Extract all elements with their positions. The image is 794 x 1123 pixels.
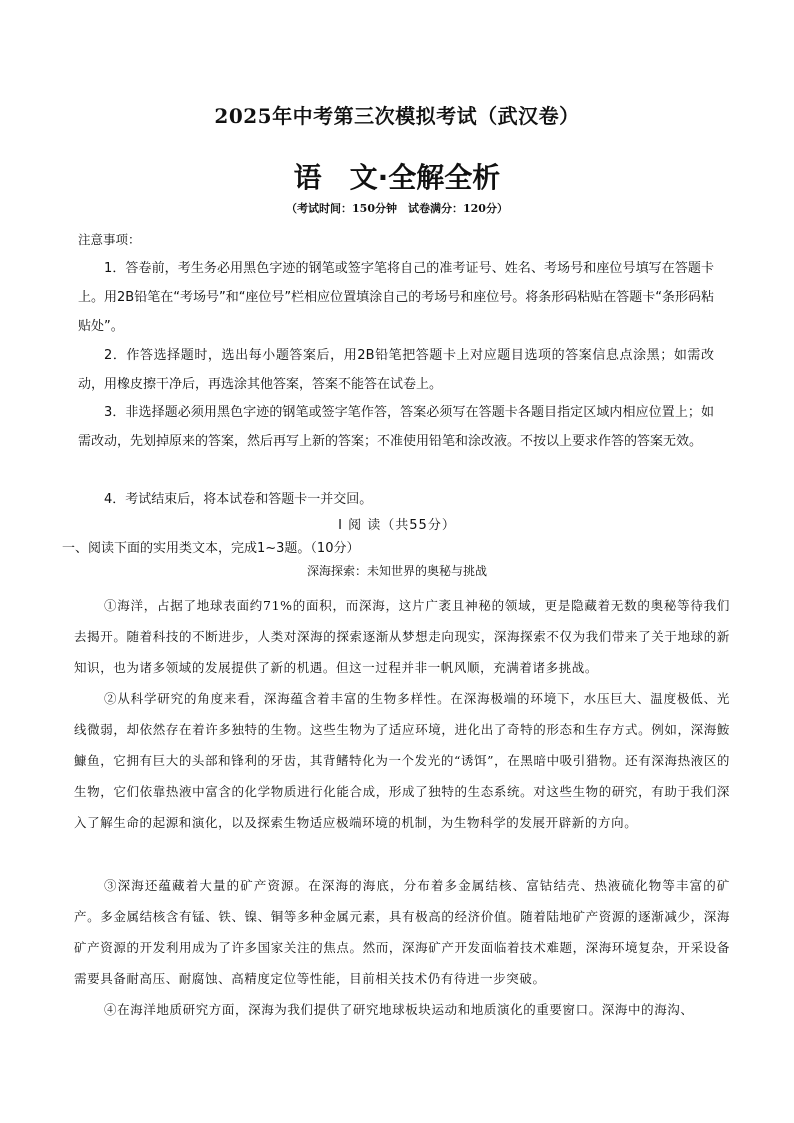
exam-info: （考试时间：150分钟 试卷满分：120分） <box>286 202 508 215</box>
article-paragraph: ②从科学研究的角度来看，深海蕴含着丰富的生物多样性。在深海极端的环境下，水压巨大、温度极低、光线微弱，却依然存在着许多独特的生物。这些生物为了适应环境，进化出了奇特的形态和生存方式。例如，深海鮟鱇鱼，它拥有巨大的头部和锋利的牙齿，其背鳍特化为一个发光的“诱饵”，在黑暗中吸引猎物。还有深海热液区的生物，它们依靠热液中富含的化学物质进行化能合成，形成了独特的生态系统。对这些生物的研究，有助于我们深入了解生命的起源和演化，以及探索生物适应极端环境的机制，为生物科学的发展开辟新的方向。 <box>74 691 730 830</box>
notice-item: 3．非选择题必须用黑色字迹的钢笔或签字笔作答，答案必须写在答题卡各题目指定区域内相应位置上；如需改动，先划掉原来的答案，然后再写上新的答案；不准使用铅笔和涂改液。不按以上要求作答的答案无效。 <box>78 405 714 449</box>
exam-title: 2025年中考第三次模拟考试（武汉卷） <box>214 104 580 128</box>
article-paragraph: ④在海洋地质研究方面，深海为我们提供了研究地球板块运动和地质演化的重要窗口。深海中的海沟、 <box>104 1002 694 1017</box>
article-paragraph: ①海洋，占据了地球表面约71%的面积，而深海，这片广袤且神秘的领域，更是隐藏着无数的奥秘等待我们去揭开。随着科技的不断进步，人类对深海的探索逐渐从梦想走向现实，深海探索不仅为我们带来了关于地球的新知识，也为诸多领域的发展提供了新的机遇。但这一过程并非一帆风顺，充满着诸多挑战。 <box>74 598 730 675</box>
notice-item: 2．作答选择题时，选出每小题答案后，用2B铅笔把答题卡上对应题目选项的答案信息点涂黑；如需改动，用橡皮擦干净后，再选涂其他答案，答案不能答在试卷上。 <box>78 348 714 392</box>
notice-item: 4．考试结束后，将本试卷和答题卡一并交回。 <box>104 492 373 507</box>
article-title: 深海探索：未知世界的奥秘与挑战 <box>306 564 487 578</box>
exam-subtitle: 语 文·全解全析 <box>293 161 501 194</box>
question-heading: 一、阅读下面的实用类文本，完成1~3题。（10分） <box>62 541 360 556</box>
notice-heading: 注意事项： <box>78 232 141 247</box>
article-paragraph: ③深海还蕴藏着大量的矿产资源。在深海的海底，分布着多金属结核、富钴结壳、热液硫化物等丰富的矿产。多金属结核含有锰、铁、镍、铜等多种金属元素，具有极高的经济价值。随着陆地矿产资源的逐渐减少，深海矿产资源的开发利用成为了许多国家关注的焦点。然而，深海矿产开发面临着技术难题，深海环境复杂，开采设备需要具备耐高压、耐腐蚀、高精度定位等性能，目前相关技术仍有待进一步突破。 <box>74 878 730 986</box>
section-title: Ⅰ 阅 读（共55分） <box>338 518 456 533</box>
notice-item: 1．答卷前，考生务必用黑色字迹的钢笔或签字笔将自己的准考证号、姓名、考场号和座位号填写在答题卡上。用2B铅笔在“考场号”和“座位号”栏相应位置填涂自己的考场号和座位号。将条形码粘贴在答题卡“条形码粘贴处”。 <box>78 261 714 334</box>
